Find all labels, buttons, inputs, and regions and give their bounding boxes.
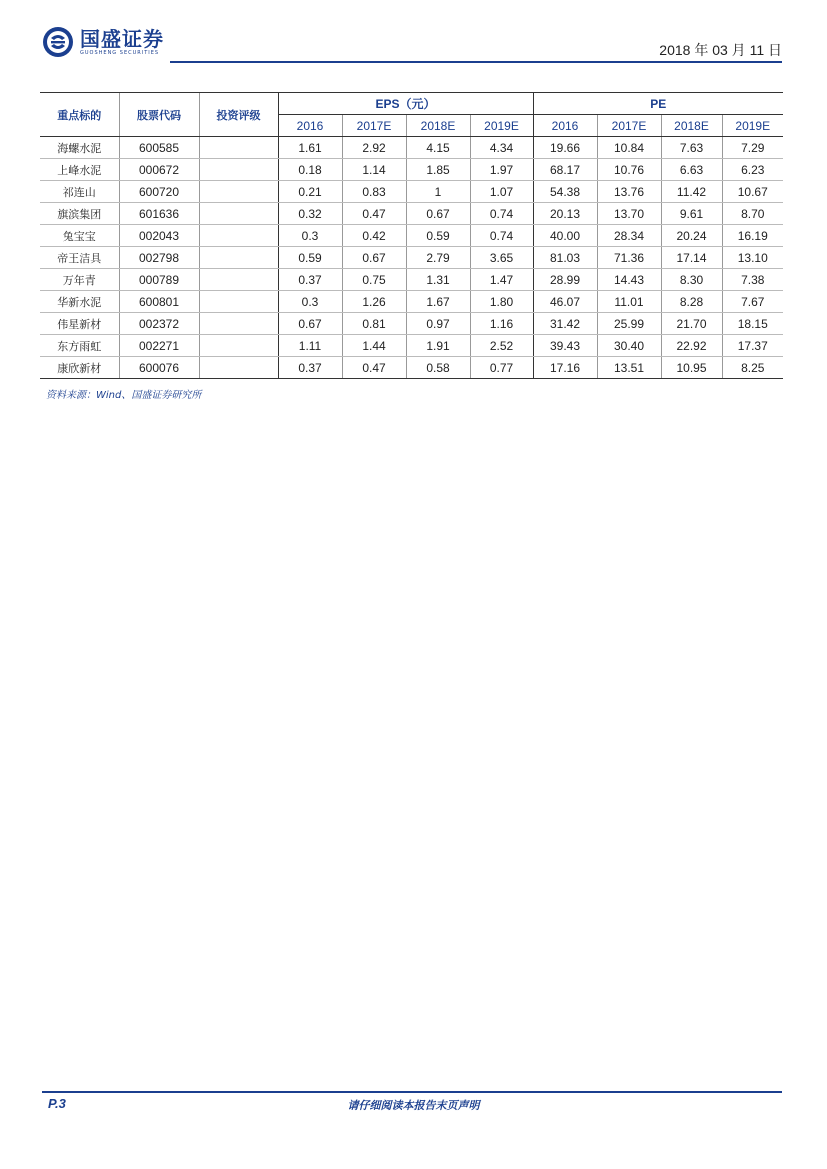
rating-cell <box>199 313 278 335</box>
stock-valuation-table <box>40 92 783 379</box>
pe-year-2016: 2016 <box>533 115 597 137</box>
table-row <box>40 181 783 203</box>
eps-2019e-cell: 3.65 <box>470 247 533 269</box>
col-group-pe: PE <box>533 93 783 115</box>
pe-2018e-cell: 10.95 <box>661 357 722 379</box>
eps-2017e-cell: 0.47 <box>342 203 406 225</box>
pe-2018e-cell: 9.61 <box>661 203 722 225</box>
pe-2019e-cell: 17.37 <box>722 335 783 357</box>
stock-code-cell: 000789 <box>119 269 199 291</box>
stock-name-cell: 祁连山 <box>40 181 119 203</box>
pe-2018e-cell: 8.28 <box>661 291 722 313</box>
pe-2018e-cell: 21.70 <box>661 313 722 335</box>
eps-2016-cell: 0.3 <box>278 225 342 247</box>
eps-2016-cell: 1.61 <box>278 137 342 159</box>
eps-2016-cell: 0.67 <box>278 313 342 335</box>
rating-cell <box>199 335 278 357</box>
stock-name-cell: 华新水泥 <box>40 291 119 313</box>
pe-2016-cell: 40.00 <box>533 225 597 247</box>
eps-2017e-cell: 0.67 <box>342 247 406 269</box>
eps-2019e-cell: 1.16 <box>470 313 533 335</box>
pe-2017e-cell: 71.36 <box>597 247 661 269</box>
eps-2019e-cell: 1.07 <box>470 181 533 203</box>
pe-2017e-cell: 11.01 <box>597 291 661 313</box>
stock-code-cell: 600801 <box>119 291 199 313</box>
eps-2017e-cell: 1.44 <box>342 335 406 357</box>
table-row <box>40 291 783 313</box>
table-row <box>40 313 783 335</box>
eps-2019e-cell: 0.74 <box>470 225 533 247</box>
eps-2019e-cell: 0.74 <box>470 203 533 225</box>
rating-cell <box>199 225 278 247</box>
eps-2018e-cell: 0.67 <box>406 203 470 225</box>
company-logo <box>42 24 164 60</box>
eps-2018e-cell: 0.58 <box>406 357 470 379</box>
eps-2017e-cell: 0.81 <box>342 313 406 335</box>
table-row <box>40 269 783 291</box>
eps-2019e-cell: 0.77 <box>470 357 533 379</box>
stock-code-cell: 600585 <box>119 137 199 159</box>
eps-year-2016: 2016 <box>278 115 342 137</box>
pe-2017e-cell: 10.76 <box>597 159 661 181</box>
pe-year-2017e: 2017E <box>597 115 661 137</box>
pe-year-2018e: 2018E <box>661 115 722 137</box>
stock-code-cell: 002043 <box>119 225 199 247</box>
pe-2016-cell: 54.38 <box>533 181 597 203</box>
rating-cell <box>199 137 278 159</box>
eps-2016-cell: 0.21 <box>278 181 342 203</box>
col-header-code: 股票代码 <box>119 93 199 137</box>
table-row <box>40 203 783 225</box>
eps-year-2019e: 2019E <box>470 115 533 137</box>
pe-2016-cell: 46.07 <box>533 291 597 313</box>
eps-2019e-cell: 4.34 <box>470 137 533 159</box>
col-group-eps: EPS（元） <box>278 93 533 115</box>
pe-2019e-cell: 6.23 <box>722 159 783 181</box>
table-row <box>40 159 783 181</box>
table-body <box>40 137 783 379</box>
eps-2017e-cell: 0.42 <box>342 225 406 247</box>
col-header-rating: 投资评级 <box>199 93 278 137</box>
rating-cell <box>199 269 278 291</box>
pe-2019e-cell: 7.67 <box>722 291 783 313</box>
stock-name-cell: 东方雨虹 <box>40 335 119 357</box>
rating-cell <box>199 203 278 225</box>
eps-2019e-cell: 2.52 <box>470 335 533 357</box>
pe-2017e-cell: 13.70 <box>597 203 661 225</box>
eps-2016-cell: 0.18 <box>278 159 342 181</box>
pe-2019e-cell: 16.19 <box>722 225 783 247</box>
pe-2018e-cell: 22.92 <box>661 335 722 357</box>
stock-name-cell: 伟星新材 <box>40 313 119 335</box>
pe-2017e-cell: 28.34 <box>597 225 661 247</box>
eps-2016-cell: 0.37 <box>278 357 342 379</box>
pe-2016-cell: 17.16 <box>533 357 597 379</box>
eps-2019e-cell: 1.47 <box>470 269 533 291</box>
table-row <box>40 137 783 159</box>
pe-2016-cell: 20.13 <box>533 203 597 225</box>
pe-2017e-cell: 14.43 <box>597 269 661 291</box>
eps-2018e-cell: 2.79 <box>406 247 470 269</box>
stock-code-cell: 002798 <box>119 247 199 269</box>
eps-2018e-cell: 4.15 <box>406 137 470 159</box>
data-source-note: 资料来源：Wind、国盛证券研究所 <box>46 390 202 401</box>
stock-name-cell: 康欣新材 <box>40 357 119 379</box>
page-number: P.3 <box>48 1096 66 1111</box>
stock-code-cell: 600720 <box>119 181 199 203</box>
col-header-name: 重点标的 <box>40 93 119 137</box>
pe-2016-cell: 81.03 <box>533 247 597 269</box>
pe-2016-cell: 68.17 <box>533 159 597 181</box>
footer-divider <box>42 1091 782 1093</box>
pe-2017e-cell: 30.40 <box>597 335 661 357</box>
eps-year-2018e: 2018E <box>406 115 470 137</box>
pe-2017e-cell: 25.99 <box>597 313 661 335</box>
pe-2017e-cell: 13.51 <box>597 357 661 379</box>
eps-2018e-cell: 1.85 <box>406 159 470 181</box>
rating-cell <box>199 247 278 269</box>
eps-2016-cell: 0.37 <box>278 269 342 291</box>
table-row <box>40 357 783 379</box>
stock-name-cell: 海螺水泥 <box>40 137 119 159</box>
eps-2017e-cell: 0.47 <box>342 357 406 379</box>
header-divider <box>170 61 782 63</box>
pe-2018e-cell: 11.42 <box>661 181 722 203</box>
rating-cell <box>199 159 278 181</box>
disclaimer-note: 请仔细阅读本报告末页声明 <box>347 1099 480 1112</box>
stock-code-cell: 002271 <box>119 335 199 357</box>
eps-2017e-cell: 1.26 <box>342 291 406 313</box>
guosheng-logo-icon <box>42 26 74 58</box>
pe-2019e-cell: 7.29 <box>722 137 783 159</box>
stock-name-cell: 帝王洁具 <box>40 247 119 269</box>
pe-2019e-cell: 7.38 <box>722 269 783 291</box>
eps-2016-cell: 0.59 <box>278 247 342 269</box>
stock-name-cell: 兔宝宝 <box>40 225 119 247</box>
logo-chinese-name: 国盛证券 <box>80 26 164 51</box>
table-row <box>40 225 783 247</box>
rating-cell <box>199 181 278 203</box>
pe-2019e-cell: 8.25 <box>722 357 783 379</box>
pe-2018e-cell: 6.63 <box>661 159 722 181</box>
pe-year-2019e: 2019E <box>722 115 783 137</box>
eps-year-2017e: 2017E <box>342 115 406 137</box>
stock-code-cell: 002372 <box>119 313 199 335</box>
pe-2017e-cell: 13.76 <box>597 181 661 203</box>
eps-2018e-cell: 0.59 <box>406 225 470 247</box>
pe-2019e-cell: 13.10 <box>722 247 783 269</box>
eps-2017e-cell: 0.83 <box>342 181 406 203</box>
eps-2016-cell: 1.11 <box>278 335 342 357</box>
eps-2016-cell: 0.3 <box>278 291 342 313</box>
report-date: 2018 年 03 月 11 日 <box>659 42 782 58</box>
pe-2017e-cell: 10.84 <box>597 137 661 159</box>
eps-2019e-cell: 1.97 <box>470 159 533 181</box>
pe-2016-cell: 31.42 <box>533 313 597 335</box>
eps-2017e-cell: 2.92 <box>342 137 406 159</box>
pe-2018e-cell: 17.14 <box>661 247 722 269</box>
pe-2018e-cell: 20.24 <box>661 225 722 247</box>
pe-2018e-cell: 7.63 <box>661 137 722 159</box>
pe-2016-cell: 19.66 <box>533 137 597 159</box>
table-row <box>40 335 783 357</box>
pe-2019e-cell: 18.15 <box>722 313 783 335</box>
stock-code-cell: 601636 <box>119 203 199 225</box>
stock-code-cell: 600076 <box>119 357 199 379</box>
rating-cell <box>199 357 278 379</box>
pe-2016-cell: 28.99 <box>533 269 597 291</box>
eps-2018e-cell: 1.91 <box>406 335 470 357</box>
logo-english-name: GUOSHENG SECURITIES <box>80 49 160 56</box>
stock-name-cell: 上峰水泥 <box>40 159 119 181</box>
eps-2018e-cell: 1.67 <box>406 291 470 313</box>
table-row <box>40 247 783 269</box>
eps-2018e-cell: 1.31 <box>406 269 470 291</box>
pe-2016-cell: 39.43 <box>533 335 597 357</box>
eps-2019e-cell: 1.80 <box>470 291 533 313</box>
stock-name-cell: 旗滨集团 <box>40 203 119 225</box>
eps-2018e-cell: 0.97 <box>406 313 470 335</box>
eps-2017e-cell: 1.14 <box>342 159 406 181</box>
stock-code-cell: 000672 <box>119 159 199 181</box>
pe-2019e-cell: 10.67 <box>722 181 783 203</box>
rating-cell <box>199 291 278 313</box>
page-header <box>42 22 782 64</box>
eps-2016-cell: 0.32 <box>278 203 342 225</box>
eps-2018e-cell: 1 <box>406 181 470 203</box>
stock-name-cell: 万年青 <box>40 269 119 291</box>
eps-2017e-cell: 0.75 <box>342 269 406 291</box>
pe-2019e-cell: 8.70 <box>722 203 783 225</box>
pe-2018e-cell: 8.30 <box>661 269 722 291</box>
